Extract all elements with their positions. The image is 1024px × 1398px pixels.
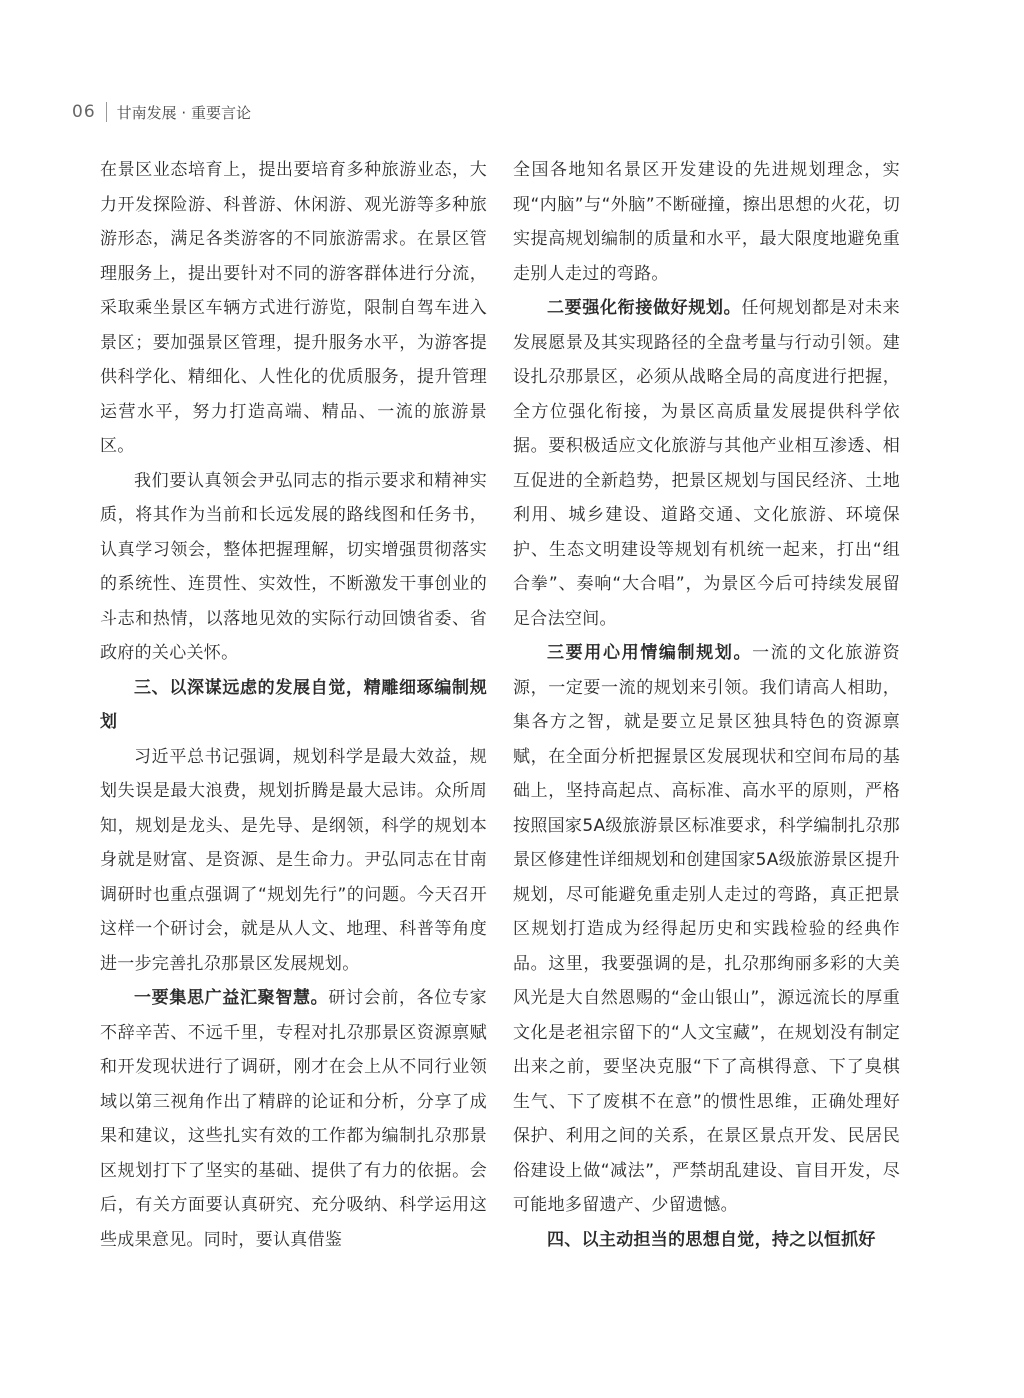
left-column [100, 153, 487, 1257]
paragraph-body: 一流的文化旅游资源，一定要一流的规划来引领。我们请高人相助，集各方之智，就是要立足景区独具特色的资源禀赋，在全面分析把握景区发展现状和空间布局的基础上，坚持高起点、高标准、高水平的原则，严格按照国家5A级旅游景区标准要求，科学编制扎尕那景区修建性详细规划和创建国家5A级旅游景区提升规划，尽可能避免重走别人走过的弯路，真正把景区规划打造成为经得起历史和实践检验的经典作品。这里，我要强调的是，扎尕那绚丽多彩的大美风光是大自然恩赐的“金山银山”，源远流长的厚重文化是老祖宗留下的“人文宝藏”，在规划没有制定出来之前，要坚决克服“下了高棋得意、下了臭棋生气、下了废棋不在意”的惯性思维，正确处理好保护、利用之间的关系，在景区景点开发、民居民俗建设上做“减法”，严禁胡乱建设、盲目开发，尽可能地多留遗产、少留遗憾。 [513, 643, 900, 1215]
paragraph-body: 研讨会前，各位专家不辞辛苦、不远千里，专程对扎尕那景区资源禀赋和开发现状进行了调研，刚才在会上从不同行业领域以第三视角作出了精辟的论证和分析，分享了成果和建议，这些扎实有效的工作都为编制扎尕那景区规划打下了坚实的基础、提供了有力的依据。会后，有关方面要认真研究、充分吸纳、科学运用这些成果意见。同时，要认真借鉴 [100, 988, 487, 1250]
paragraph [100, 981, 487, 1257]
header-divider [106, 102, 107, 122]
page-number: 06 [72, 102, 96, 122]
section-heading-4: 四、以主动担当的思想自觉，持之以恒抓好 [547, 1229, 876, 1250]
paragraph-body: 任何规划都是对未来发展愿景及其实现路径的全盘考量与行动引领。建设扎尕那景区，必须从战略全局的高度进行把握，全方位强化衔接，为景区高质量发展提供科学依据。要积极适应文化旅游与其他产业相互渗透、相互促进的全新趋势，把景区规划与国民经济、土地利用、城乡建设、道路交通、文化旅游、环境保护、生态文明建设等规划有机统一起来，打出“组合拳”、奏响“大合唱”，为景区今后可持续发展留足合法空间。 [513, 298, 900, 629]
right-column [513, 153, 900, 1257]
section-heading-3: 三、以深谋远虑的发展自觉，精雕细琢编制规划 [100, 677, 487, 732]
paragraph: 在景区业态培育上，提出要培育多种旅游业态，大力开发探险游、科普游、休闲游、观光游等多种旅游形态，满足各类游客的不同旅游需求。在景区管理服务上，提出要针对不同的游客群体进行分流，采取乘坐景区车辆方式进行游览，限制自驾车进入景区；要加强景区管理，提升服务水平，为游客提供科学化、精细化、人性化的优质服务，提升管理运营水平，努力打造高端、精品、一流的旅游景区。 [100, 160, 487, 456]
paragraph: 习近平总书记强调，规划科学是最大效益，规划失误是最大浪费，规划折腾是最大忌讳。众所周知，规划是龙头、是先导、是纲领，科学的规划本身就是财富、是资源、是生命力。尹弘同志在甘南调研时也重点强调了“规划先行”的问题。今天召开这样一个研讨会，就是从人文、地理、科普等角度进一步完善扎尕那景区发展规划。 [100, 746, 487, 974]
paragraph: 全国各地知名景区开发建设的先进规划理念，实现“内脑”与“外脑”不断碰撞，擦出思想的火花，切实提高规划编制的质量和水平，最大限度地避免重走别人走过的弯路。 [513, 160, 900, 284]
paragraph [513, 291, 900, 636]
paragraph [513, 636, 900, 1223]
paragraph-lead: 一要集思广益汇聚智慧。 [134, 988, 329, 1008]
section-title: 甘南发展 · 重要言论 [116, 103, 251, 122]
paragraph-lead: 二要强化衔接做好规划。 [547, 298, 742, 318]
page-header [72, 98, 251, 126]
paragraph: 我们要认真领会尹弘同志的指示要求和精神实质，将其作为当前和长远发展的路线图和任务书，认真学习领会，整体把握理解，切实增强贯彻落实的系统性、连贯性、实效性，不断激发干事创业的斗志和热情，以落地见效的实际行动回馈省委、省政府的关心关怀。 [100, 470, 487, 663]
paragraph-lead: 三要用心用情编制规划。 [547, 643, 753, 663]
